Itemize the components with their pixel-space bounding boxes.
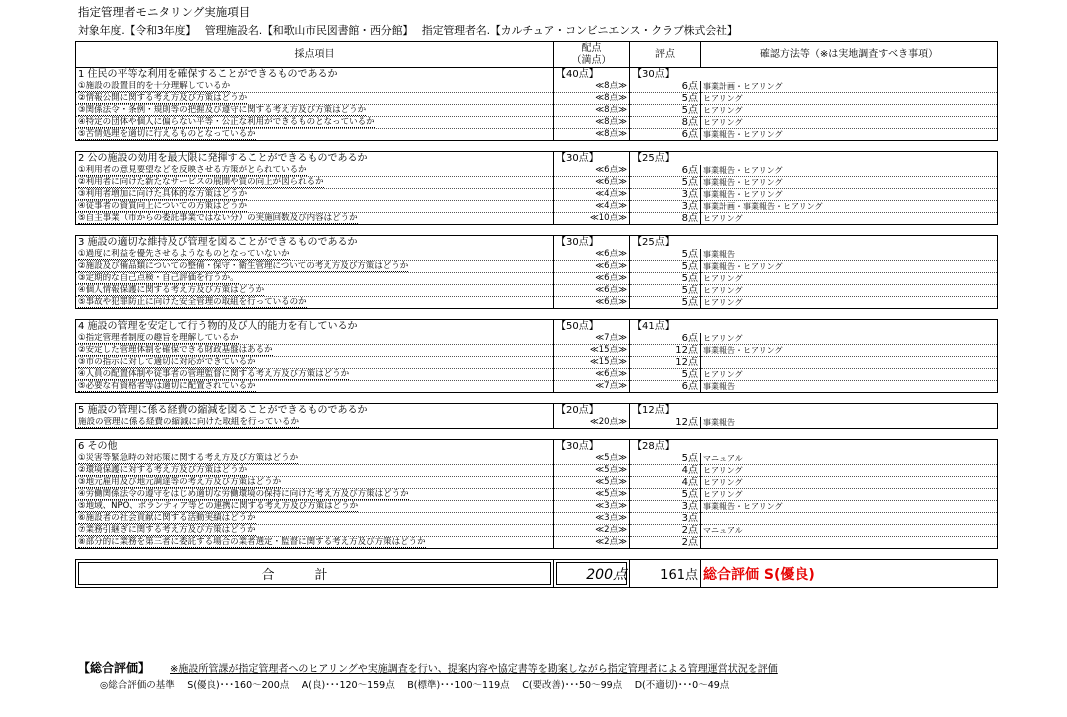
item-score: 12点 (630, 417, 701, 429)
item-alloc: ≪6点≫ (554, 261, 630, 273)
section-label: 2 公の施設の効用を最大限に発揮することができるものであるか (76, 152, 554, 166)
item-score: 5点 (630, 273, 701, 285)
table-row (76, 165, 998, 177)
evaluation-note: ※施設所管課が指定管理者へのヒアリングや実施調査を行い、提案内容や協定書等を勘案しながら指定管理者による管理運営状況を評価 (170, 664, 778, 675)
item-score: 3点 (630, 201, 701, 213)
item-label-text: ②安定した管理体制を確保できる財政基盤はあるか (78, 345, 273, 355)
item-method: ヒアリング (701, 273, 998, 285)
item-method: ヒアリング (701, 285, 998, 297)
item-label (76, 357, 554, 369)
item-alloc: ≪10点≫ (554, 213, 630, 225)
section-gap (76, 393, 998, 404)
item-label-text: ⑤地域、NPO、ボランティア等との連携に関する考え方及び方策はどうか (78, 501, 359, 511)
item-label-text: ②情報公開に関する考え方及び方策はどうか (78, 93, 248, 103)
item-method: 事業報告・ヒアリング (701, 165, 998, 177)
section-row (76, 440, 998, 454)
item-score: 5点 (630, 453, 701, 465)
item-method: ヒアリング (701, 117, 998, 129)
item-label (76, 129, 554, 141)
item-label-text: ①利用者の意見要望などを反映させる方策がとられているか (78, 165, 307, 175)
item-score: 5点 (630, 177, 701, 189)
item-label (76, 525, 554, 537)
item-label (76, 477, 554, 489)
table-row (76, 117, 998, 129)
item-method: 事業報告・ヒアリング (701, 261, 998, 273)
item-alloc: ≪5点≫ (554, 465, 630, 477)
item-method: ヒアリング (701, 465, 998, 477)
item-label (76, 501, 554, 513)
item-label-text: ③定期的な自己点検・自己評価を行うか。 (78, 273, 239, 283)
item-method: ヒアリング (701, 369, 998, 381)
section-score: 【30点】 (630, 68, 701, 82)
item-score: 6点 (630, 381, 701, 393)
item-alloc: ≪4点≫ (554, 189, 630, 201)
item-method: ヒアリング (701, 213, 998, 225)
table-row (76, 81, 998, 93)
section-score: 【25点】 (630, 236, 701, 250)
overall-rating: 総合評価 S(優良) (701, 560, 998, 588)
item-label-text: ②環境保護に対する考え方及び方策はどうか (78, 465, 248, 475)
item-label (76, 453, 554, 465)
item-label-text: ⑤事故や犯罪防止に向けた安全管理の取組を行っているのか (78, 297, 307, 307)
item-label-text: ④労働関係法令の遵守をはじめ適切な労働環境の保持に向けた考え方及び方策はどうか (78, 489, 409, 499)
item-alloc: ≪15点≫ (554, 357, 630, 369)
total-row (76, 560, 998, 588)
page-title: 指定管理者モニタリング実施項目 (78, 5, 251, 19)
section-gap (76, 141, 998, 152)
section-label: 3 施設の適切な維持及び管理を図ることができるものであるか (76, 236, 554, 250)
table-row (76, 369, 998, 381)
item-label-text: ①施設の設置目的を十分理解しているか (78, 81, 231, 91)
table-row (76, 537, 998, 549)
item-score: 4点 (630, 477, 701, 489)
item-label (76, 117, 554, 129)
table-row (76, 105, 998, 117)
table-row (76, 417, 998, 429)
table-row (76, 189, 998, 201)
item-method: マニュアル (701, 525, 998, 537)
item-method: ヒアリング (701, 105, 998, 117)
section-score: 【25点】 (630, 152, 701, 166)
item-label-text: ⑤自主事業（市からの委託事業ではない分）の実施回数及び内容はどうか (78, 213, 358, 223)
table-row (76, 297, 998, 309)
item-method: 事業計画・事業報告・ヒアリング (701, 201, 998, 213)
item-method: 事業報告・ヒアリング (701, 177, 998, 189)
item-method: ヒアリング (701, 489, 998, 501)
item-label-text: ②利用者に向けた新たなサービスの展開や質の向上が図られるか (78, 177, 324, 187)
section-row (76, 152, 998, 166)
item-score: 5点 (630, 105, 701, 117)
table-row (76, 381, 998, 393)
section-method (701, 236, 998, 250)
item-label-text: ⑤必要な有資格者等は適切に配置されているか (78, 381, 256, 391)
item-label (76, 513, 554, 525)
item-label (76, 345, 554, 357)
item-score: 5点 (630, 285, 701, 297)
item-label (76, 465, 554, 477)
total-score: 161点 (630, 560, 701, 588)
item-method: ヒアリング (701, 297, 998, 309)
section-label: 1 住民の平等な利用を確保することができるものであるか (76, 68, 554, 82)
item-score: 5点 (630, 369, 701, 381)
item-alloc: ≪3点≫ (554, 513, 630, 525)
section-alloc: 【30点】 (554, 236, 630, 250)
total-body (76, 549, 998, 588)
item-method: 事業報告 (701, 381, 998, 393)
item-score: 8点 (630, 117, 701, 129)
section-alloc: 【40点】 (554, 68, 630, 82)
section-alloc: 【30点】 (554, 440, 630, 454)
section-label: 5 施設の管理に係る経費の縮減を図ることができるものであるか (76, 404, 554, 418)
item-method: ヒアリング (701, 477, 998, 489)
header-item: 採点項目 (76, 42, 554, 68)
section-gap (76, 309, 998, 320)
section-alloc: 【30点】 (554, 152, 630, 166)
item-score: 5点 (630, 297, 701, 309)
item-alloc: ≪15点≫ (554, 345, 630, 357)
item-label (76, 537, 554, 549)
item-method: 事業報告・ヒアリング (701, 189, 998, 201)
item-method (701, 357, 998, 369)
item-label (76, 81, 554, 93)
item-method (701, 513, 998, 525)
table-row (76, 177, 998, 189)
item-method: 事業報告・ヒアリング (701, 129, 998, 141)
header-score: 評点 (630, 42, 701, 68)
item-alloc: ≪6点≫ (554, 285, 630, 297)
item-score: 12点 (630, 345, 701, 357)
item-alloc: ≪7点≫ (554, 333, 630, 345)
item-score: 6点 (630, 81, 701, 93)
item-method: 事業計画・ヒアリング (701, 81, 998, 93)
evaluation-title: 【総合評価】 (78, 661, 151, 675)
item-label (76, 285, 554, 297)
table-header-row (76, 42, 998, 68)
section-score: 【28点】 (630, 440, 701, 454)
item-alloc: ≪6点≫ (554, 297, 630, 309)
table-row (76, 273, 998, 285)
item-label (76, 417, 554, 429)
item-method (701, 537, 998, 549)
item-method: 事業報告 (701, 417, 998, 429)
section-score: 【12点】 (630, 404, 701, 418)
item-label-text: ①災害等緊急時の対応策に関する考え方及び方策はどうか (78, 453, 299, 463)
item-score: 12点 (630, 357, 701, 369)
item-alloc: ≪5点≫ (554, 489, 630, 501)
evaluation-criteria: ◎総合評価の基準 S(優良)･･･160～200点 A(良)･･･120～159点 B(標準)･･･100～119点 C(要改善)･･･50～99点 D(不適切)･･･0～49点 (100, 680, 730, 691)
item-label-text: ③利用者増加に向けた具体的な方策はどうか (78, 189, 248, 199)
table-row (76, 513, 998, 525)
item-score: 2点 (630, 525, 701, 537)
item-alloc: ≪8点≫ (554, 81, 630, 93)
item-alloc: ≪6点≫ (554, 369, 630, 381)
item-score: 6点 (630, 165, 701, 177)
item-alloc: ≪8点≫ (554, 129, 630, 141)
item-alloc: ≪2点≫ (554, 525, 630, 537)
item-method: 事業報告・ヒアリング (701, 345, 998, 357)
section-label: 6 その他 (76, 440, 554, 454)
table-row (76, 453, 998, 465)
section-method (701, 320, 998, 334)
section-gap (76, 225, 998, 236)
item-alloc: ≪4点≫ (554, 201, 630, 213)
section-row (76, 236, 998, 250)
item-label (76, 189, 554, 201)
item-label-text: ①指定管理者制度の趣旨を理解しているか (78, 333, 239, 343)
item-score: 4点 (630, 465, 701, 477)
item-label (76, 165, 554, 177)
table-row (76, 477, 998, 489)
item-alloc: ≪8点≫ (554, 117, 630, 129)
item-label-text: ⑥施設者の社会貢献に関する活動実績はどうか (78, 513, 256, 523)
table-body (76, 68, 998, 549)
item-label (76, 489, 554, 501)
item-label (76, 261, 554, 273)
item-score: 2点 (630, 537, 701, 549)
item-score: 6点 (630, 129, 701, 141)
section-method (701, 152, 998, 166)
section-row (76, 320, 998, 334)
item-label (76, 249, 554, 261)
table-row (76, 129, 998, 141)
item-score: 6点 (630, 333, 701, 345)
table-row (76, 489, 998, 501)
section-method (701, 68, 998, 82)
section-method (701, 404, 998, 418)
item-label-text: ⑧部分的に業務を第三者に委託する場合の業者選定・監督に関する考え方及び方策はどうか (78, 537, 426, 547)
item-method: ヒアリング (701, 93, 998, 105)
item-alloc: ≪2点≫ (554, 537, 630, 549)
item-alloc: ≪5点≫ (554, 477, 630, 489)
table-row (76, 333, 998, 345)
item-score: 8点 (630, 213, 701, 225)
section-gap (76, 429, 998, 440)
item-method: 事業報告・ヒアリング (701, 501, 998, 513)
item-label (76, 369, 554, 381)
item-label (76, 381, 554, 393)
section-row (76, 404, 998, 418)
item-label-text: ③市の指示に対して適切に対応ができているか (78, 357, 256, 367)
item-label-text: ④人員の配置体制や従事者の管理監督に関する考え方及び方策はどうか (78, 369, 350, 379)
total-alloc: 200点 (554, 560, 630, 588)
item-score: 3点 (630, 513, 701, 525)
total-label: 合計 (76, 560, 554, 588)
item-score: 5点 (630, 261, 701, 273)
item-label-text: ⑦業務引継ぎに関する考え方及び方策はどうか (78, 525, 256, 535)
table-row (76, 261, 998, 273)
item-method: ヒアリング (701, 333, 998, 345)
section-label: 4 施設の管理を安定して行う物的及び人的能力を有しているか (76, 320, 554, 334)
section-alloc: 【20点】 (554, 404, 630, 418)
item-alloc: ≪8点≫ (554, 105, 630, 117)
item-score: 3点 (630, 189, 701, 201)
table-row (76, 201, 998, 213)
item-label-text: ③関係法令・条例・規則等の把握及び遵守に関する考え方及び方策はどうか (78, 105, 367, 115)
table-row (76, 501, 998, 513)
table-row (76, 357, 998, 369)
section-row (76, 68, 998, 82)
item-score: 3点 (630, 501, 701, 513)
item-label-text: ④個人情報保護に関する考え方及び方策はどうか (78, 285, 265, 295)
item-alloc: ≪3点≫ (554, 501, 630, 513)
item-alloc: ≪6点≫ (554, 165, 630, 177)
item-label (76, 93, 554, 105)
item-alloc: ≪20点≫ (554, 417, 630, 429)
item-label-text: ②施設及び備品類についての整備・保守・衛生管理についての考え方及び方策はどうか (78, 261, 409, 271)
item-label-text: 施設の管理に係る経費の縮減に向けた取組を行っているか (78, 417, 300, 427)
header-method: 確認方法等（※は実地調査すべき事項） (701, 42, 998, 68)
table-row (76, 249, 998, 261)
item-label (76, 177, 554, 189)
monitoring-table (75, 41, 998, 588)
item-label (76, 333, 554, 345)
item-alloc: ≪6点≫ (554, 177, 630, 189)
item-method: マニュアル (701, 453, 998, 465)
item-score: 5点 (630, 93, 701, 105)
section-score: 【41点】 (630, 320, 701, 334)
table-row (76, 285, 998, 297)
item-alloc: ≪6点≫ (554, 249, 630, 261)
item-alloc: ≪8点≫ (554, 93, 630, 105)
item-label (76, 297, 554, 309)
item-label-text: ⑤苦情処理を適切に行えるものとなっているか (78, 129, 256, 139)
page-subtitle: 対象年度.【令和3年度】 管理施設名.【和歌山市民図書館・西分館】 指定管理者名.【カルチュア・コンビニエンス・クラブ株式会社】 (78, 24, 738, 37)
header-alloc: 配点 （満点） (554, 42, 630, 68)
item-label-text: ①過度に利益を優先させるようなものとなっていないか (78, 249, 290, 259)
table-row (76, 465, 998, 477)
table-row (76, 525, 998, 537)
item-alloc: ≪5点≫ (554, 453, 630, 465)
table-row (76, 213, 998, 225)
section-method (701, 440, 998, 454)
item-method: 事業報告 (701, 249, 998, 261)
item-label (76, 105, 554, 117)
item-score: 5点 (630, 489, 701, 501)
table-row (76, 93, 998, 105)
item-alloc: ≪6点≫ (554, 273, 630, 285)
section-alloc: 【50点】 (554, 320, 630, 334)
item-alloc: ≪7点≫ (554, 381, 630, 393)
item-label (76, 273, 554, 285)
item-label-text: ④特定の団体や個人に偏らない平等・公正な利用ができるものとなっているか (78, 117, 375, 127)
item-label (76, 201, 554, 213)
item-label-text: ③地元雇用及び地元調達等の考え方及び方策はどうか (78, 477, 282, 487)
table-row (76, 345, 998, 357)
item-score: 5点 (630, 249, 701, 261)
item-label (76, 213, 554, 225)
item-label-text: ④従事者の資質向上についての方策はどうか (78, 201, 247, 211)
